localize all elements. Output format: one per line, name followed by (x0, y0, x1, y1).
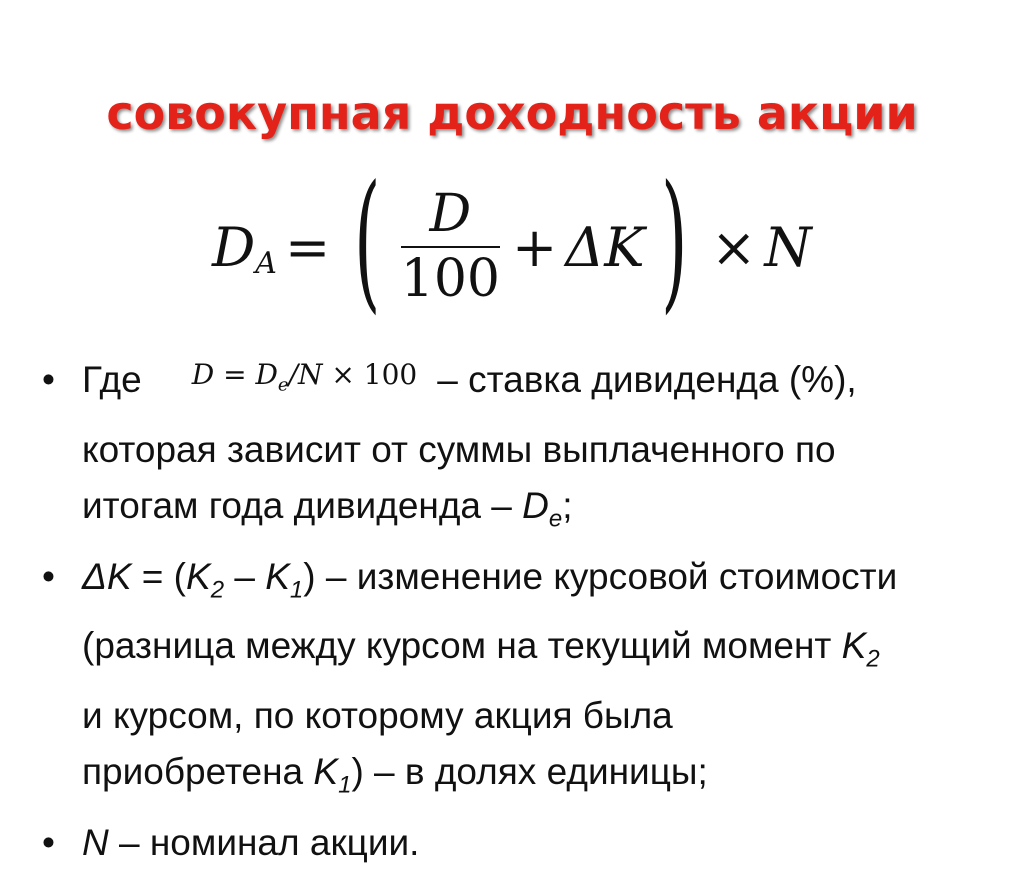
slide-title: совокупная доходность акции (106, 86, 918, 140)
k1-var (313, 750, 352, 799)
bullet-dot: • (42, 822, 55, 864)
bullet-text: и курсом, по которому акция была (82, 694, 673, 736)
formula-plus: + (512, 215, 558, 279)
formula-times: × (711, 215, 757, 279)
dividend-var-letter: D (522, 484, 549, 526)
k2-var (186, 555, 225, 604)
delta-k-var: ΔK (82, 555, 132, 597)
formula-lhs-var: D (212, 215, 256, 279)
fraction-numerator: D (429, 184, 472, 245)
bullet-text: которая зависит от суммы выплаченного по (82, 428, 836, 470)
bullet-dot: • (42, 359, 55, 400)
rate-formula-slash: / (288, 358, 299, 391)
formula-fraction (400, 184, 501, 309)
bullet-dividend-rate (40, 352, 1000, 547)
bullet-text: = ( (131, 555, 187, 597)
rate-formula-100: 100 (363, 358, 418, 391)
bullet-text: приобретена (82, 750, 304, 792)
fraction-denominator: 100 (400, 249, 501, 309)
bullet-price-change (40, 549, 1000, 813)
rate-formula-de-sub: e (277, 374, 289, 396)
formula-open-paren: ( (354, 154, 381, 328)
fraction-bar (401, 246, 500, 248)
formula-delta-k: ΔK (565, 215, 645, 279)
bullet-text: ; (562, 484, 573, 526)
n-var: N (82, 822, 109, 864)
bullet-text: – номинал акции. (108, 822, 420, 864)
bullet-text: – (224, 555, 266, 597)
rate-formula-d: D (191, 358, 215, 391)
total-return-formula (212, 154, 812, 328)
rate-formula-de: D (255, 358, 278, 391)
k2-letter: K (186, 555, 211, 597)
bullet-text: итогам года дивиденда – (82, 484, 512, 526)
bullet-text: (разница между курсом на текущий момент (82, 625, 832, 667)
rate-formula-eq: = (223, 358, 247, 391)
k2-sub: 2 (866, 645, 880, 673)
formula-n: N (764, 215, 812, 279)
dividend-rate-formula (192, 347, 418, 414)
k2-letter: K (841, 625, 867, 667)
bullet-text: – ставка дивиденда (%), (437, 359, 857, 400)
definitions-list (40, 352, 1000, 873)
rate-formula-times: × (331, 358, 355, 391)
k1-var (265, 555, 304, 604)
k1-letter: K (265, 555, 290, 597)
bullet-text: ) – изменение курсовой стоимости (303, 555, 898, 597)
dividend-var (522, 484, 563, 532)
formula-equals: = (284, 215, 331, 279)
bullet-text: ) – в долях единицы; (351, 750, 708, 792)
formula-lhs-sub: A (255, 245, 277, 281)
rate-formula-n: N (298, 358, 323, 391)
bullet-nominal (40, 815, 1000, 871)
k1-letter: K (313, 750, 339, 792)
k2-sub: 2 (210, 576, 225, 604)
dividend-var-sub: e (548, 504, 563, 532)
bullet-lead-text: Где (82, 359, 142, 400)
k1-sub: 1 (289, 576, 304, 604)
k1-sub: 1 (338, 771, 352, 799)
bullet-dot: • (42, 555, 55, 597)
k2-var (841, 625, 880, 673)
formula-close-paren: ) (660, 154, 688, 328)
